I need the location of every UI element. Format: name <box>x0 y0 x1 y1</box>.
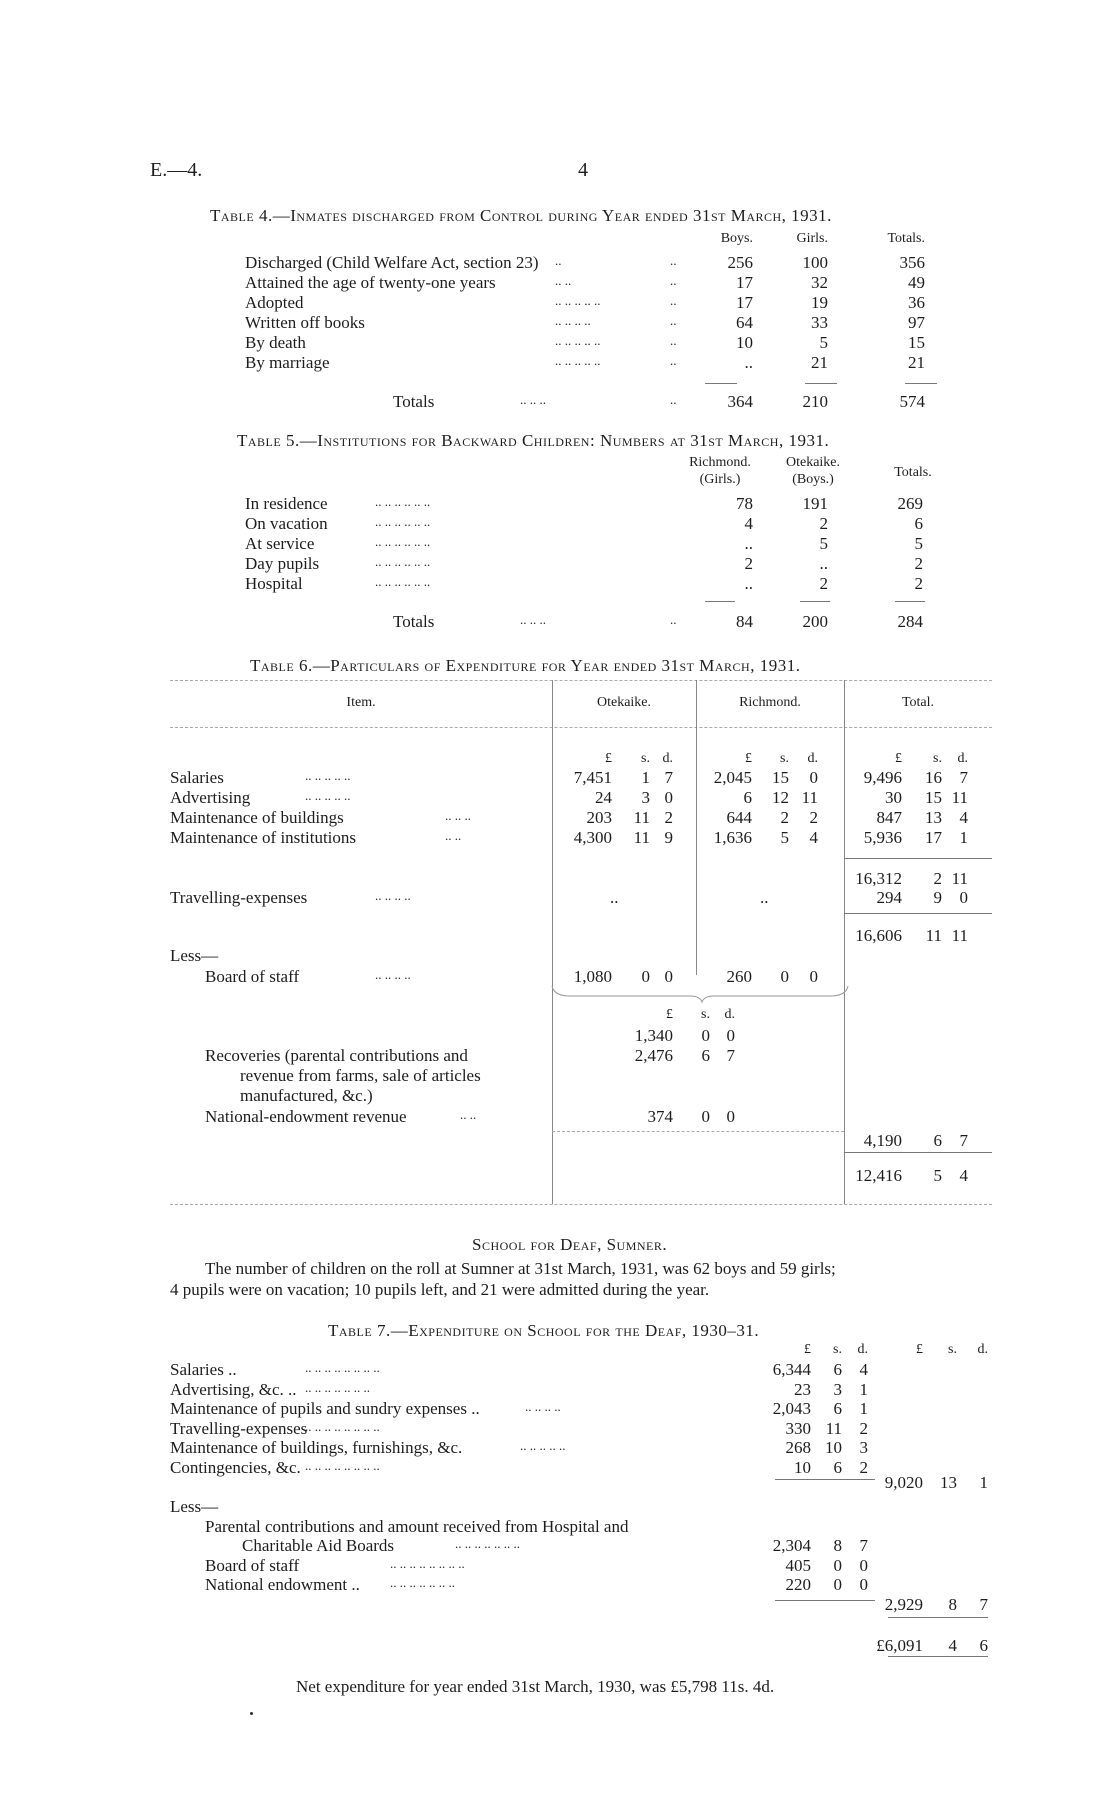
table7-title: Table 7.—Expenditure on School for the Deaf, 1930–31. <box>328 1321 760 1340</box>
table7-less-dots: .. .. .. .. .. .. .. <box>390 1575 455 1590</box>
table6-currency-header: d. <box>662 751 673 766</box>
table6-board-otekaike-pounds: 1,080 <box>573 967 612 986</box>
table5-row-dots: .. .. .. .. .. .. <box>375 574 431 589</box>
table6-endowment-pounds: 374 <box>647 1107 673 1126</box>
table7-row-label: Salaries .. <box>170 1360 237 1379</box>
table6-row-dots: .. .. .. <box>445 808 471 823</box>
table6-board-richmond-pounds: 260 <box>726 967 752 986</box>
table7-gross-pence: 1 <box>979 1473 988 1492</box>
table4-cell: 5 <box>819 333 828 352</box>
table6-endowment-shillings: 0 <box>701 1107 710 1126</box>
table4-row-label: Adopted <box>245 293 304 312</box>
table6-less-label: Less— <box>170 946 219 965</box>
table7-gross-shillings: 13 <box>940 1473 957 1492</box>
table4-row-dots-tail: .. <box>670 353 677 368</box>
table4-sum-rule <box>805 383 837 384</box>
table6-gross-pounds: 16,606 <box>855 926 902 945</box>
table7-row-label: Advertising, &c. .. <box>170 1380 297 1399</box>
table6-otekaike-pounds: 4,300 <box>573 828 612 847</box>
table5-row-label: On vacation <box>245 514 328 533</box>
table6-vrule-2 <box>696 680 697 975</box>
table4-cell: 10 <box>736 333 753 352</box>
table6-row-label: Maintenance of buildings <box>170 808 344 827</box>
table4-cell: 17 <box>736 293 753 312</box>
table6-travel-total-pounds: 294 <box>876 888 902 907</box>
table7-net-pence: 6 <box>979 1636 988 1655</box>
deaf-school-paragraph-line2: 4 pupils were on vacation; 10 pupils left, and 21 were admitted during the year. <box>170 1280 710 1299</box>
table6-otekaike-pounds: 24 <box>595 788 612 807</box>
table7-currency-header-b: d. <box>977 1342 988 1357</box>
table6-gross-shillings: 11 <box>925 926 942 945</box>
table6-recoveries-line: Recoveries (parental contributions and <box>205 1046 468 1065</box>
table6-richmond-pence: 11 <box>801 788 818 807</box>
table6-total-shillings: 16 <box>925 768 942 787</box>
table7-less-row-shillings: 8 <box>833 1536 842 1555</box>
table6-richmond-pounds: 1,636 <box>713 828 752 847</box>
table6-row-label: Advertising <box>170 788 251 807</box>
table6-richmond-pence: 2 <box>809 808 818 827</box>
table5-sum-rule <box>705 601 735 602</box>
table6-net-rule <box>844 1152 992 1153</box>
table5-row-label: In residence <box>245 494 328 513</box>
table7-less-row-pence: 7 <box>859 1536 868 1555</box>
table6-board-richmond-pence: 0 <box>809 967 818 986</box>
table7-row-dots: .. .. .. .. .. .. .. <box>305 1380 370 1395</box>
table7-less-label-line1: Parental contributions and amount received from Hospital and <box>205 1517 629 1536</box>
table5-cell: 4 <box>744 514 753 533</box>
table7-net-rule <box>888 1617 988 1618</box>
table6-row-dots: .. .. .. .. .. <box>305 768 351 783</box>
table4-row-dots-tail: .. <box>670 273 677 288</box>
table4-title: Table 4.—Inmates discharged from Control during Year ended 31st March, 1931. <box>210 206 832 225</box>
table4-totals-label: Totals <box>393 392 435 411</box>
table7-row-shillings: 10 <box>825 1438 842 1457</box>
table6-col-header: Item. <box>346 695 376 710</box>
table4-row-label: Written off books <box>245 313 365 332</box>
table7-row-pence: 4 <box>859 1360 868 1379</box>
table6-total-pounds: 847 <box>876 808 902 827</box>
table5-cell: 2 <box>744 554 753 573</box>
table7-less-row-pounds: 2,304 <box>772 1536 811 1555</box>
table6-travel-total-pence: 0 <box>959 888 968 907</box>
table7-net-shillings: 4 <box>948 1636 957 1655</box>
table7-row-shillings: 6 <box>833 1360 842 1379</box>
table6-total-shillings: 17 <box>925 828 942 847</box>
table7-less-label: Less— <box>170 1497 219 1516</box>
table5-col-subheader: (Girls.) <box>699 472 741 487</box>
table4-cell: 21 <box>908 353 925 372</box>
table6-richmond-pounds: 6 <box>743 788 752 807</box>
table7-row-dots: .. .. .. .. .. <box>520 1438 566 1453</box>
table6-richmond-shillings: 5 <box>780 828 789 847</box>
table6-total-pounds: 30 <box>885 788 902 807</box>
table5-sum-rule <box>800 601 830 602</box>
table6-board-combined-shillings: 0 <box>701 1026 710 1045</box>
table6-board-label: Board of staff <box>205 967 300 986</box>
table5-total-cell: 84 <box>736 612 753 631</box>
table6-travel-label: Travelling-expenses <box>170 888 308 907</box>
table4-row-label: By marriage <box>245 353 330 372</box>
table5-cell: 2 <box>819 574 828 593</box>
table5-col-header: Richmond. <box>689 455 751 470</box>
table6-currency-header: £ <box>895 751 902 766</box>
table6-travel-total-shillings: 9 <box>933 888 942 907</box>
table6-richmond-shillings: 12 <box>772 788 789 807</box>
table6-board-dots: .. .. .. .. <box>375 967 411 982</box>
table6-header-rule <box>170 727 992 728</box>
table5-title: Table 5.—Institutions for Backward Children: Numbers at 31st March, 1931. <box>237 431 830 450</box>
table6-subtotal-shillings: 2 <box>933 869 942 888</box>
table6-row-label: Salaries <box>170 768 224 787</box>
table7-less-row-shillings: 0 <box>833 1556 842 1575</box>
table6-top-rule <box>170 680 992 681</box>
table7-less-row-pence: 0 <box>859 1556 868 1575</box>
table5-cell: 269 <box>897 494 923 513</box>
table6-currency-header: s. <box>933 751 942 766</box>
table4-cell: 17 <box>736 273 753 292</box>
table5-cell: 6 <box>914 514 923 533</box>
table6-subtotal-rule <box>844 858 992 859</box>
table7-net-pounds: £6,091 <box>876 1636 923 1655</box>
table6-recoveries-line: revenue from farms, sale of articles <box>240 1066 481 1085</box>
table6-board-richmond-shillings: 0 <box>780 967 789 986</box>
table7-row-pounds: 23 <box>794 1380 811 1399</box>
table6-travel-otekaike: .. <box>610 888 619 907</box>
table6-net-pence: 4 <box>959 1166 968 1185</box>
table4-row-dots-tail: .. <box>670 313 677 328</box>
table4-col-header: Boys. <box>720 231 753 246</box>
table6-col-header: Total. <box>901 695 935 710</box>
table6-row-label: Maintenance of institutions <box>170 828 357 847</box>
table6-board-otekaike-pence: 0 <box>664 967 673 986</box>
table7-row-pounds: 268 <box>785 1438 811 1457</box>
table6-less-total-pence: 7 <box>959 1131 968 1150</box>
table4-cell: 36 <box>908 293 925 312</box>
table5-sum-rule <box>895 601 925 602</box>
table4-row-dots-tail: .. <box>670 253 677 268</box>
table6-endowment-label: National-endowment revenue <box>205 1107 407 1126</box>
table6-richmond-pence: 0 <box>809 768 818 787</box>
table6-board-otekaike-shillings: 0 <box>641 967 650 986</box>
table7-less-row-shillings: 0 <box>833 1575 842 1594</box>
table7-less-dots: .. .. .. .. .. .. .. <box>455 1536 520 1551</box>
table4-sum-rule <box>905 383 937 384</box>
table5-col-subheader: (Boys.) <box>792 472 834 487</box>
table4-total-cell: 574 <box>899 392 925 411</box>
table7-row-shillings: 6 <box>833 1458 842 1477</box>
table6-total-pounds: 9,496 <box>863 768 902 787</box>
table4-cell: 49 <box>908 273 925 292</box>
table6-less-total-pounds: 4,190 <box>863 1131 902 1150</box>
table4-total-cell: 210 <box>802 392 828 411</box>
table5-totals-label: Totals <box>393 612 435 631</box>
table7-less-total-pounds: 2,929 <box>884 1595 923 1614</box>
table5-row-dots: .. .. .. .. .. .. <box>375 534 431 549</box>
table7-currency-header-b: s. <box>948 1342 957 1357</box>
table7-currency-header-b: £ <box>916 1342 923 1357</box>
table6-board-combined-pounds: 1,340 <box>634 1026 673 1045</box>
table4-cell: 32 <box>811 273 828 292</box>
table6-net-pounds: 12,416 <box>855 1166 902 1185</box>
table6-currency-header: s. <box>780 751 789 766</box>
table5-cell: 5 <box>914 534 923 553</box>
table6-subtotal-pence: 11 <box>951 869 968 888</box>
table6-less-rule <box>552 1131 844 1132</box>
table5-col-header: Otekaike. <box>785 455 841 470</box>
table6-richmond-pence: 4 <box>809 828 818 847</box>
table5-total-cell: 200 <box>802 612 828 631</box>
table7-row-pounds: 6,344 <box>772 1360 811 1379</box>
table7-row-label: Maintenance of pupils and sundry expenses .. <box>170 1399 480 1418</box>
table5-row-dots: .. .. .. .. .. .. <box>375 494 431 509</box>
page-number: 4 <box>578 159 588 181</box>
table5-col-header: Totals. <box>894 465 932 480</box>
table4-row-dots-tail: .. <box>670 293 677 308</box>
table6-gross-pence: 11 <box>951 926 968 945</box>
table5-cell: .. <box>819 554 828 573</box>
table6-otekaike-pence: 9 <box>664 828 673 847</box>
table7-row-pounds: 2,043 <box>772 1399 811 1418</box>
table4-cell: 33 <box>811 313 828 332</box>
table6-otekaike-shillings: 11 <box>633 828 650 847</box>
table4-cell: 100 <box>802 253 828 272</box>
table6-richmond-shillings: 2 <box>780 808 789 827</box>
deaf-school-paragraph-line1: The number of children on the roll at Sumner at 31st March, 1931, was 62 boys and 59 girls; <box>205 1259 836 1278</box>
table5-cell: .. <box>744 574 753 593</box>
table6-currency-header: £ <box>605 751 612 766</box>
table6-richmond-pounds: 2,045 <box>713 768 752 787</box>
table4-sum-rule <box>705 383 737 384</box>
table6-combined-currency-header: s. <box>701 1007 710 1022</box>
footnote: Net expenditure for year ended 31st March, 1930, was £5,798 11s. 4d. <box>296 1677 775 1696</box>
table5-row-label: At service <box>245 534 315 553</box>
table7-gross-pounds: 9,020 <box>884 1473 923 1492</box>
table5-cell: 2 <box>914 574 923 593</box>
table6-recoveries-line: manufactured, &c.) <box>240 1086 373 1105</box>
table6-endowment-dots: .. .. <box>460 1107 477 1122</box>
table6-recoveries-pence: 7 <box>726 1046 735 1065</box>
table7-row-pence: 2 <box>859 1458 868 1477</box>
table6-total-shillings: 13 <box>925 808 942 827</box>
table4-cell: .. <box>744 353 753 372</box>
table6-total-pence: 11 <box>951 788 968 807</box>
table4-cell: 356 <box>899 253 925 272</box>
table6-row-dots: .. .. .. .. .. <box>305 788 351 803</box>
table4-totals-dots-tail: .. <box>670 392 677 407</box>
table7-row-pence: 1 <box>859 1399 868 1418</box>
table7-net-underline <box>888 1656 988 1657</box>
table6-total-pounds: 5,936 <box>863 828 902 847</box>
table7-row-dots: .. .. .. .. <box>525 1399 561 1414</box>
table5-cell: 5 <box>819 534 828 553</box>
table6-otekaike-pence: 2 <box>664 808 673 827</box>
table5-row-label: Hospital <box>245 574 303 593</box>
table6-otekaike-shillings: 3 <box>641 788 650 807</box>
page-ref: E.—4. <box>150 159 203 181</box>
table7-less-row-pounds: 405 <box>785 1556 811 1575</box>
table5-totals-dots-tail: .. <box>670 612 677 627</box>
table6-total-pence: 4 <box>959 808 968 827</box>
table7-less-dots: .. .. .. .. .. .. .. .. <box>390 1556 465 1571</box>
table6-col-header: Otekaike. <box>596 695 652 710</box>
table4-row-label: Attained the age of twenty-one years <box>245 273 496 292</box>
table7-row-label: Contingencies, &c. <box>170 1458 301 1477</box>
table7-less-total-pence: 7 <box>979 1595 988 1614</box>
table5-totals-dots: .. .. .. <box>520 612 546 627</box>
stray-mark <box>250 1712 253 1715</box>
table7-row-pence: 1 <box>859 1380 868 1399</box>
table6-currency-header: d. <box>807 751 818 766</box>
table6-otekaike-shillings: 1 <box>641 768 650 787</box>
table4-total-cell: 364 <box>727 392 753 411</box>
table5-cell: 191 <box>802 494 828 513</box>
table6-travel-richmond: .. <box>760 888 769 907</box>
table6-travel-dots: .. .. .. .. <box>375 888 411 903</box>
table6-total-pence: 7 <box>959 768 968 787</box>
table4-row-label: Discharged (Child Welfare Act, section 23) <box>245 253 539 272</box>
table6-currency-header: £ <box>745 751 752 766</box>
table6-otekaike-pence: 0 <box>664 788 673 807</box>
table7-row-pence: 2 <box>859 1419 868 1438</box>
table6-brace <box>550 984 850 1004</box>
table6-otekaike-pounds: 203 <box>586 808 612 827</box>
table4-cell: 19 <box>811 293 828 312</box>
table6-total-shillings: 15 <box>925 788 942 807</box>
table7-row-dots: .. .. .. .. .. .. .. .. <box>305 1360 380 1375</box>
table6-gross-rule <box>844 913 992 914</box>
table4-col-header: Totals. <box>887 231 925 246</box>
table6-recoveries-pounds: 2,476 <box>634 1046 673 1065</box>
table7-less-label: Board of staff <box>205 1556 300 1575</box>
table4-row-label: By death <box>245 333 306 352</box>
table7-currency-header-a: s. <box>833 1342 842 1357</box>
table6-less-total-shillings: 6 <box>933 1131 942 1150</box>
table6-combined-currency-header: £ <box>666 1007 673 1022</box>
table6-col-header: Richmond. <box>739 695 801 710</box>
table4-row-dots-tail: .. <box>670 333 677 348</box>
table4-cell: 256 <box>727 253 753 272</box>
table5-row-dots: .. .. .. .. .. .. <box>375 514 431 529</box>
table7-less-row-pence: 0 <box>859 1575 868 1594</box>
table6-bottom-rule <box>170 1204 992 1205</box>
table4-row-dots: .. .. .. .. .. <box>555 353 601 368</box>
table7-row-dots: .. .. .. .. .. .. .. .. <box>305 1458 380 1473</box>
table7-row-pence: 3 <box>859 1438 868 1457</box>
table7-less-label-line2: Charitable Aid Boards <box>242 1536 395 1555</box>
table5-cell: 2 <box>819 514 828 533</box>
table6-otekaike-pence: 7 <box>664 768 673 787</box>
table6-combined-currency-header: d. <box>724 1007 735 1022</box>
table4-col-header: Girls. <box>796 231 828 246</box>
table6-otekaike-shillings: 11 <box>633 808 650 827</box>
table6-recoveries-shillings: 6 <box>701 1046 710 1065</box>
table6-otekaike-pounds: 7,451 <box>573 768 612 787</box>
table5-row-label: Day pupils <box>245 554 320 573</box>
table6-currency-header: d. <box>957 751 968 766</box>
table6-row-dots: .. .. <box>445 828 462 843</box>
table5-total-cell: 284 <box>897 612 923 631</box>
table4-row-dots: .. .. .. .. .. <box>555 293 601 308</box>
table5-cell: 2 <box>914 554 923 573</box>
table5-cell: 78 <box>736 494 753 513</box>
table4-row-dots: .. .. .. .. <box>555 313 591 328</box>
table4-totals-dots: .. .. .. <box>520 392 546 407</box>
table7-less-label: National endowment .. <box>205 1575 360 1594</box>
table6-richmond-shillings: 15 <box>772 768 789 787</box>
table5-cell: .. <box>744 534 753 553</box>
table4-row-dots: .. .. <box>555 273 572 288</box>
table7-row-label: Maintenance of buildings, furnishings, &c. <box>170 1438 463 1457</box>
table6-endowment-pence: 0 <box>726 1107 735 1126</box>
table5-row-dots: .. .. .. .. .. .. <box>375 554 431 569</box>
table7-less-total-shillings: 8 <box>948 1595 957 1614</box>
table6-currency-header: s. <box>641 751 650 766</box>
table7-currency-header-a: £ <box>804 1342 811 1357</box>
table7-row-shillings: 11 <box>825 1419 842 1438</box>
table6-title: Table 6.—Particulars of Expenditure for Year ended 31st March, 1931. <box>250 656 801 675</box>
table6-richmond-pounds: 644 <box>726 808 752 827</box>
table7-row-shillings: 3 <box>833 1380 842 1399</box>
table7-row-pounds: 330 <box>785 1419 811 1438</box>
table4-cell: 97 <box>908 313 925 332</box>
table4-cell: 15 <box>908 333 925 352</box>
table6-subtotal-pounds: 16,312 <box>855 869 902 888</box>
table7-less-row-pounds: 220 <box>785 1575 811 1594</box>
table7-row-dots: .. .. .. .. .. .. .. .. <box>305 1419 380 1434</box>
table7-row-shillings: 6 <box>833 1399 842 1418</box>
deaf-school-heading: School for Deaf, Sumner. <box>472 1235 668 1254</box>
table6-board-combined-pence: 0 <box>726 1026 735 1045</box>
table4-cell: 21 <box>811 353 828 372</box>
table6-net-shillings: 5 <box>933 1166 942 1185</box>
table6-vrule-1 <box>552 680 553 1204</box>
table7-row-pounds: 10 <box>794 1458 811 1477</box>
table7-currency-header-a: d. <box>857 1342 868 1357</box>
table4-row-dots: .. <box>555 253 562 268</box>
table7-row-label: Travelling-expenses <box>170 1419 308 1438</box>
table4-row-dots: .. .. .. .. .. <box>555 333 601 348</box>
table4-cell: 64 <box>736 313 753 332</box>
table6-total-pence: 1 <box>959 828 968 847</box>
